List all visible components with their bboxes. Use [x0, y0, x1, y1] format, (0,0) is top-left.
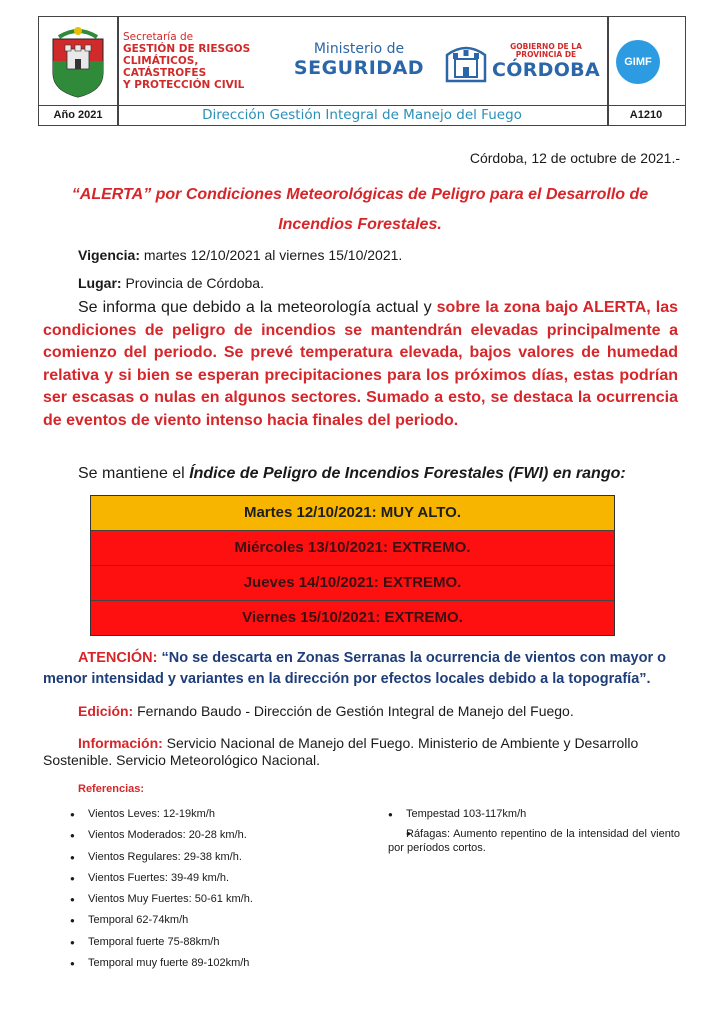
list-item: ● Ráfagas: Aumento repentino de la intensidad del viento por períodos cortos.	[388, 825, 680, 855]
informacion	[43, 735, 683, 769]
list-item: ● Temporal fuerte 75-88km/h	[70, 932, 360, 953]
gobierno-building-icon	[441, 37, 491, 85]
fwi-row: Miércoles 13/10/2021: EXTREMO.	[91, 531, 614, 566]
fwi-intro-text: Se mantiene el	[78, 465, 190, 482]
main-intro: Se informa que debido a la meteorología actual y	[78, 299, 437, 316]
header-info-row	[39, 105, 685, 126]
informacion-text: Servicio Nacional de Manejo del Fuego. Ministerio de Ambiente y Desarrollo Sostenible. Servicio Meteorológico Nacional.	[43, 735, 639, 768]
secretaria-line: Y PROTECCIÓN CIVIL	[123, 79, 245, 91]
document-date: Córdoba, 12 de octubre de 2021.-	[469, 150, 680, 166]
list-item: ● Vientos Regulares: 29-38 km/h.	[70, 847, 360, 868]
list-item: ● Vientos Moderados: 20-28 km/h.	[70, 825, 360, 846]
ministerio-line: SEGURIDAD	[293, 57, 425, 79]
vigencia	[78, 247, 402, 263]
header-divider	[117, 17, 119, 105]
secretaria-line: GESTIÓN DE RIESGOS	[123, 43, 251, 55]
list-item: ● Vientos Muy Fuertes: 50-61 km/h.	[70, 889, 360, 910]
lugar	[78, 275, 264, 291]
gobierno-line: PROVINCIA DE	[515, 50, 577, 59]
lugar-value: Provincia de Córdoba.	[121, 275, 264, 291]
informacion-label: Información:	[78, 735, 163, 751]
atencion-note	[43, 648, 683, 690]
header-logos-row	[39, 17, 685, 106]
header-direccion: Dirección Gestión Integral de Manejo del Fuego	[202, 107, 522, 123]
list-item: ● Vientos Leves: 12-19km/h	[70, 804, 360, 825]
main-alert-text: sobre la zona bajo ALERTA, las condiciones de peligro de incendios se mantendrán elevadas principalmente a comienzo del periodo. Se prevé temperatura elevada, bajos valores de humedad relativa y si bien se esperan precipitaciones para los próximos días, estas podrían ser escasas o nulas en algunos sectores. Sumado a esto, se destaca la ocurrencia de eventos de viento intenso hacia finales del periodo.	[43, 299, 679, 429]
fwi-row: Martes 12/10/2021: MUY ALTO.	[91, 496, 614, 531]
list-item: ● Temporal muy fuerte 89-102km/h	[70, 953, 360, 974]
document-title	[40, 180, 680, 240]
list-item: ● Tempestad 103-117km/h	[388, 804, 680, 825]
title-line: “ALERTA” por Condiciones Meteorológicas de Peligro para el Desarrollo de	[71, 186, 649, 203]
title-line: Incendios Forestales.	[278, 216, 442, 233]
fwi-row: Viernes 15/10/2021: EXTREMO.	[91, 601, 614, 635]
header-code: A1210	[629, 109, 663, 121]
atencion-label: ATENCIÓN:	[78, 650, 158, 666]
referencias-list-left	[70, 804, 360, 974]
fwi-table	[90, 495, 615, 636]
header-divider	[607, 17, 609, 105]
secretaria-line: Secretaría de	[123, 31, 194, 43]
fwi-row: Jueves 14/10/2021: EXTREMO.	[91, 566, 614, 601]
edicion	[78, 703, 574, 719]
secretaria-line: CLIMÁTICOS, CATÁSTROFES	[123, 55, 207, 79]
lugar-label: Lugar:	[78, 275, 122, 291]
ministerio-line: Ministerio de	[313, 41, 405, 57]
atencion-text: “No se descarta en Zonas Serranas la ocurrencia de vientos con mayor o menor intensidad y variantes en la dirección por efectos locales debido a la topografía”.	[43, 650, 666, 687]
referencias-title: Referencias:	[78, 783, 145, 795]
vigencia-label: Vigencia:	[78, 247, 140, 263]
gobierno-line: CÓRDOBA	[492, 59, 600, 81]
list-item: ● Vientos Fuertes: 39-49 km/h.	[70, 868, 360, 889]
fwi-intro-italic: Índice de Peligro de Incendios Forestales (FWI) en rango:	[189, 465, 626, 482]
edicion-label: Edición:	[78, 703, 134, 719]
fwi-intro	[78, 465, 626, 483]
document-header	[38, 16, 686, 126]
main-paragraph	[43, 297, 678, 433]
secretaria-logo-text	[123, 31, 283, 91]
referencias-list-right	[388, 804, 680, 855]
gobierno-logo-text	[491, 43, 601, 81]
cordoba-shield-icon	[39, 17, 117, 105]
ministerio-logo-text	[289, 41, 429, 79]
list-item: ● Temporal 62-74km/h	[70, 910, 360, 931]
gobierno-line: GOBIERNO DE LA	[510, 42, 582, 51]
gimf-badge: GIMF	[616, 40, 660, 84]
vigencia-value: martes 12/10/2021 al viernes 15/10/2021.	[140, 247, 403, 263]
edicion-text: Fernando Baudo - Dirección de Gestión Integral de Manejo del Fuego.	[133, 703, 574, 719]
header-year: Año 2021	[53, 109, 103, 121]
